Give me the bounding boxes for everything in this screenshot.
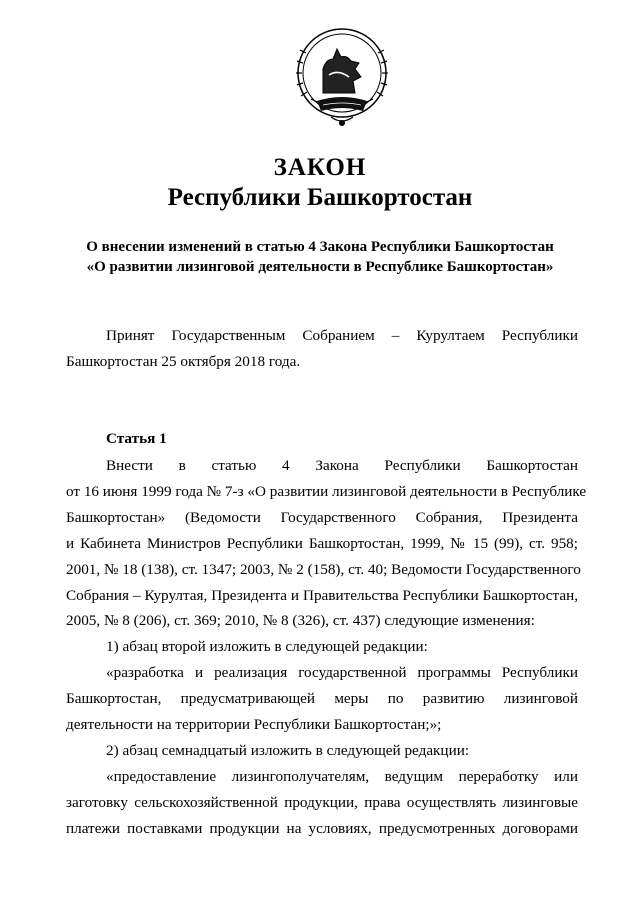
adoption-line-1: Принят Государственным Собранием – Курултаем Республики bbox=[106, 327, 578, 344]
law-name-line-2: «О развитии лизинговой деятельности в Республике Башкортостан» bbox=[86, 259, 554, 275]
article-line: Башкортостан» (Ведомости Государственного Собрания, Президента bbox=[66, 509, 578, 526]
article-line: 2005, № 8 (206), ст. 369; 2010, № 8 (326), ст. 437) следующие изменения: bbox=[66, 612, 535, 629]
issuer-subtitle: Республики Башкортостан bbox=[167, 184, 473, 211]
article-line: 1) абзац второй изложить в следующей редакции: bbox=[106, 638, 428, 655]
article-line: Башкортостан, предусматривающей меры по развитию лизинговой bbox=[66, 690, 578, 707]
article-line: платежи поставками продукции на условиях, предусмотренных договорами bbox=[66, 820, 578, 837]
article-line: Внести в статью 4 Закона Республики Башкортостан bbox=[106, 457, 578, 474]
article-line: Собрания – Курултая, Президента и Правительства Республики Башкортостан, bbox=[66, 587, 578, 604]
article-line: 2001, № 18 (138), ст. 1347; 2003, № 2 (158), ст. 40; Ведомости Государственного bbox=[66, 561, 581, 578]
article-line: 2) абзац семнадцатый изложить в следующей редакции: bbox=[106, 742, 470, 759]
article-heading: Статья 1 bbox=[106, 430, 167, 447]
article-line: от 16 июня 1999 года № 7-з «О развитии лизинговой деятельности в Республике bbox=[66, 483, 587, 500]
article-line: и Кабинета Министров Республики Башкортостан, 1999, № 15 (99), ст. 958; bbox=[66, 535, 578, 552]
document-type-title: ЗАКОН bbox=[273, 154, 367, 181]
article-line: деятельности на территории Республики Башкортостан;»; bbox=[66, 716, 442, 733]
article-line: «предоставление лизингополучателям, ведущим переработку или bbox=[106, 768, 578, 785]
law-name-line-1: О внесении изменений в статью 4 Закона Республики Башкортостан bbox=[86, 239, 554, 255]
article-line: заготовку сельскохозяйственной продукции, права осуществлять лизинговые bbox=[66, 794, 578, 811]
coat-of-arms-bashkortostan-icon bbox=[293, 19, 391, 131]
adoption-line-2: Башкортостан 25 октября 2018 года. bbox=[66, 353, 301, 370]
article-line: «разработка и реализация государственной программы Республики bbox=[106, 664, 578, 681]
